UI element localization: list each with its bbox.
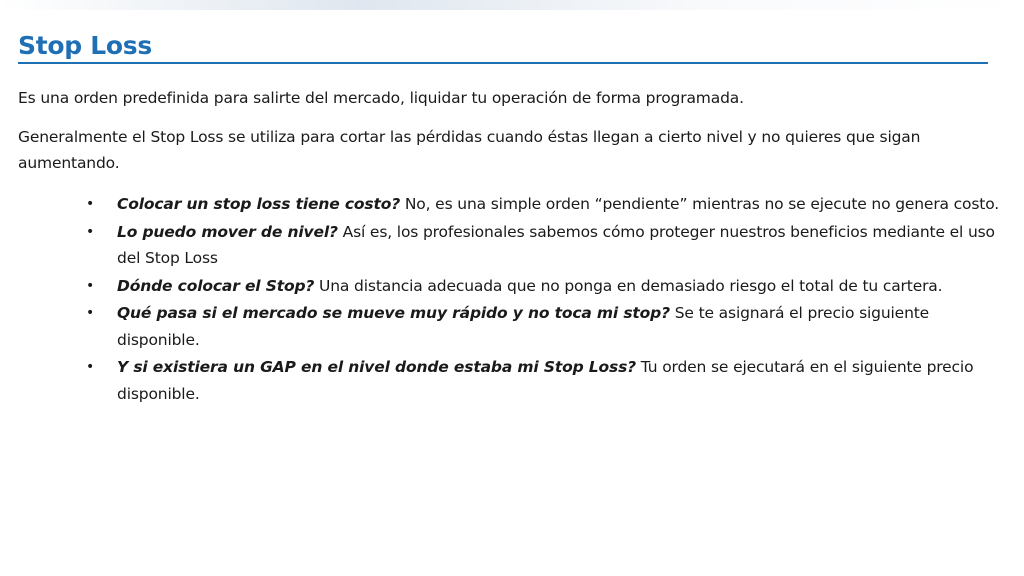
faq-answer: Así es, los profesionales sabemos cómo proteger nuestros beneficios mediante el uso del Stop Loss bbox=[117, 222, 995, 267]
faq-question: Lo puedo mover de nivel? bbox=[117, 222, 338, 241]
bullet-icon: • bbox=[86, 223, 95, 240]
faq-answer: No, es una simple orden “pendiente” mientras no se ejecute no genera costo. bbox=[400, 195, 1000, 213]
faq-answer: Se te asignará el precio siguiente disponible. bbox=[117, 304, 930, 349]
page-title: Stop Loss bbox=[18, 31, 152, 60]
faq-item bbox=[0, 354, 1010, 407]
bullet-icon: • bbox=[86, 305, 95, 321]
faq-question: Qué pasa si el mercado se mueve muy rápido y no toca mi stop? bbox=[117, 304, 670, 322]
intro-paragraph: Es una orden predefinida para salirte del mercado, liquidar tu operación de forma programada. bbox=[18, 89, 744, 107]
bullet-icon: • bbox=[86, 277, 95, 294]
bullet-icon: • bbox=[86, 359, 95, 375]
faq-list bbox=[0, 191, 1010, 408]
faq-question: Y si existiera un GAP en el nivel donde estaba mi Stop Loss? bbox=[117, 358, 636, 376]
faq-answer: Una distancia adecuada que no ponga en demasiado riesgo el total de tu cartera. bbox=[314, 276, 943, 295]
title-underline bbox=[18, 30, 988, 64]
faq-item bbox=[0, 219, 1010, 272]
faq-item bbox=[0, 191, 1010, 218]
description-paragraph: Generalmente el Stop Loss se utiliza para cortar las pérdidas cuando éstas llegan a cierto nivel y no quieres que sigan aumentando. bbox=[18, 128, 921, 172]
top-decoration bbox=[0, 0, 1024, 10]
faq-item bbox=[0, 300, 1010, 353]
faq-answer: Tu orden se ejecutará en el siguiente precio disponible. bbox=[117, 358, 974, 403]
faq-question: Dónde colocar el Stop? bbox=[117, 276, 315, 295]
faq-question: Colocar un stop loss tiene costo? bbox=[117, 195, 401, 213]
bullet-icon: • bbox=[86, 196, 95, 212]
faq-item bbox=[0, 273, 1010, 300]
